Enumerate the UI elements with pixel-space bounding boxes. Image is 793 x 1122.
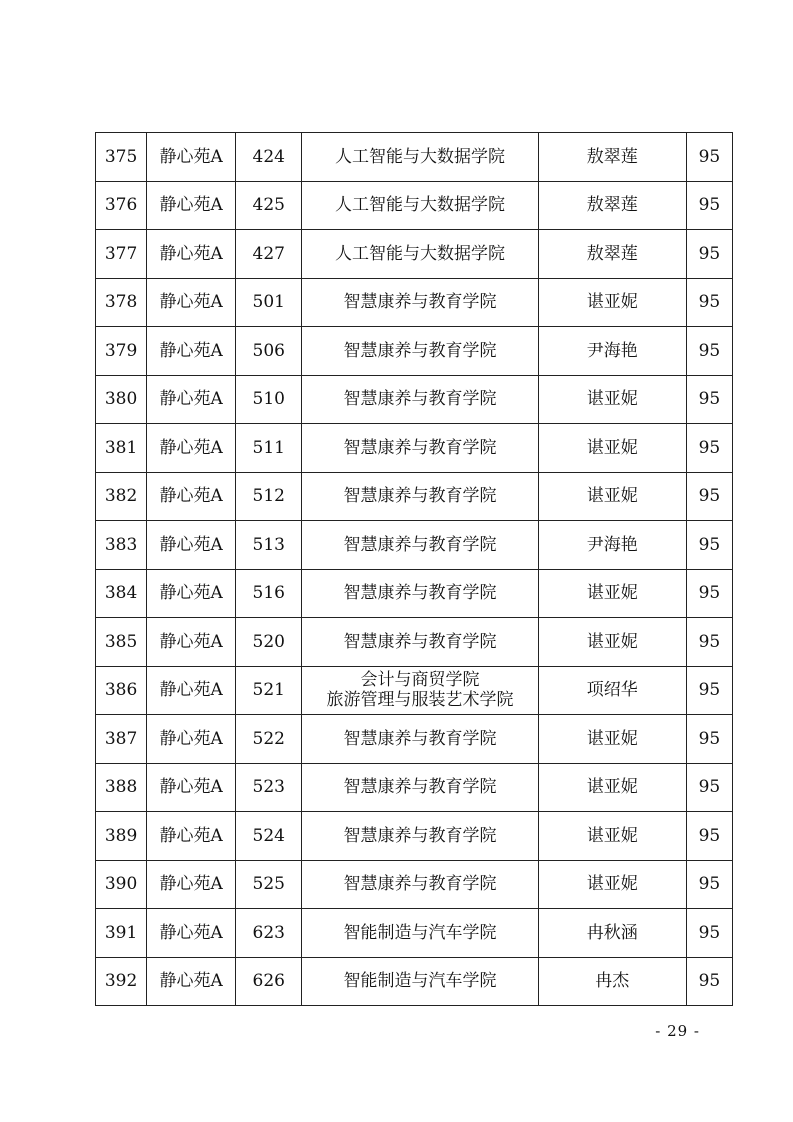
counselor-name-cell: 谌亚妮 bbox=[538, 569, 686, 618]
college-cell bbox=[302, 909, 538, 958]
college-name: 会计与商贸学院 bbox=[360, 670, 480, 691]
college-name: 智慧康养与教育学院 bbox=[343, 583, 497, 604]
room-number-cell: 626 bbox=[236, 957, 302, 1006]
row-number-cell: 390 bbox=[96, 860, 147, 909]
table-row bbox=[96, 521, 733, 570]
row-number-cell: 380 bbox=[96, 375, 147, 424]
score-cell: 95 bbox=[686, 181, 732, 230]
room-number-cell: 623 bbox=[236, 909, 302, 958]
table-row bbox=[96, 327, 733, 376]
score-cell: 95 bbox=[686, 763, 732, 812]
table-row bbox=[96, 666, 733, 715]
table-body bbox=[96, 133, 733, 1006]
counselor-name-cell: 谌亚妮 bbox=[538, 763, 686, 812]
room-number-cell: 506 bbox=[236, 327, 302, 376]
college-cell bbox=[302, 181, 538, 230]
row-number-cell: 391 bbox=[96, 909, 147, 958]
college-name: 智能制造与汽车学院 bbox=[343, 922, 497, 943]
building-cell: 静心苑A bbox=[147, 618, 236, 667]
row-number-cell: 377 bbox=[96, 230, 147, 279]
college-cell bbox=[302, 666, 538, 715]
building-cell: 静心苑A bbox=[147, 909, 236, 958]
counselor-name-cell: 冉杰 bbox=[538, 957, 686, 1006]
score-cell: 95 bbox=[686, 715, 732, 764]
building-cell: 静心苑A bbox=[147, 181, 236, 230]
counselor-name-cell: 尹海艳 bbox=[538, 521, 686, 570]
row-number-cell: 376 bbox=[96, 181, 147, 230]
counselor-name-cell: 敖翠莲 bbox=[538, 230, 686, 279]
table-row bbox=[96, 278, 733, 327]
room-number-cell: 516 bbox=[236, 569, 302, 618]
college-name: 智慧康养与教育学院 bbox=[343, 437, 497, 458]
room-number-cell: 501 bbox=[236, 278, 302, 327]
building-cell: 静心苑A bbox=[147, 763, 236, 812]
building-cell: 静心苑A bbox=[147, 569, 236, 618]
building-cell: 静心苑A bbox=[147, 957, 236, 1006]
college-cell bbox=[302, 763, 538, 812]
counselor-name-cell: 谌亚妮 bbox=[538, 618, 686, 667]
college-cell bbox=[302, 569, 538, 618]
room-number-cell: 524 bbox=[236, 812, 302, 861]
building-cell: 静心苑A bbox=[147, 715, 236, 764]
college-name: 智慧康养与教育学院 bbox=[343, 534, 497, 555]
table-row bbox=[96, 763, 733, 812]
building-cell: 静心苑A bbox=[147, 860, 236, 909]
score-cell: 95 bbox=[686, 375, 732, 424]
score-cell: 95 bbox=[686, 230, 732, 279]
score-cell: 95 bbox=[686, 957, 732, 1006]
table-row bbox=[96, 181, 733, 230]
row-number-cell: 375 bbox=[96, 133, 147, 182]
table-row bbox=[96, 230, 733, 279]
counselor-name-cell: 谌亚妮 bbox=[538, 715, 686, 764]
score-cell: 95 bbox=[686, 424, 732, 473]
college-name: 人工智能与大数据学院 bbox=[334, 243, 505, 264]
college-cell bbox=[302, 812, 538, 861]
score-cell: 95 bbox=[686, 133, 732, 182]
building-cell: 静心苑A bbox=[147, 133, 236, 182]
building-cell: 静心苑A bbox=[147, 424, 236, 473]
building-cell: 静心苑A bbox=[147, 327, 236, 376]
building-cell: 静心苑A bbox=[147, 375, 236, 424]
college-name: 智能制造与汽车学院 bbox=[343, 971, 497, 992]
room-number-cell: 521 bbox=[236, 666, 302, 715]
counselor-name-cell: 项绍华 bbox=[538, 666, 686, 715]
college-cell bbox=[302, 957, 538, 1006]
building-cell: 静心苑A bbox=[147, 472, 236, 521]
table-row bbox=[96, 860, 733, 909]
college-name: 智慧康养与教育学院 bbox=[343, 728, 497, 749]
building-cell: 静心苑A bbox=[147, 278, 236, 327]
row-number-cell: 378 bbox=[96, 278, 147, 327]
college-name: 人工智能与大数据学院 bbox=[334, 195, 505, 216]
building-cell: 静心苑A bbox=[147, 666, 236, 715]
college-cell bbox=[302, 618, 538, 667]
college-cell bbox=[302, 133, 538, 182]
score-cell: 95 bbox=[686, 521, 732, 570]
counselor-name-cell: 谌亚妮 bbox=[538, 472, 686, 521]
row-number-cell: 389 bbox=[96, 812, 147, 861]
building-cell: 静心苑A bbox=[147, 230, 236, 279]
college-cell bbox=[302, 230, 538, 279]
counselor-name-cell: 谌亚妮 bbox=[538, 860, 686, 909]
room-number-cell: 525 bbox=[236, 860, 302, 909]
college-cell bbox=[302, 327, 538, 376]
table-row bbox=[96, 424, 733, 473]
college-name: 智慧康养与教育学院 bbox=[343, 389, 497, 410]
room-number-cell: 522 bbox=[236, 715, 302, 764]
room-number-cell: 520 bbox=[236, 618, 302, 667]
college-name: 智慧康养与教育学院 bbox=[343, 777, 497, 798]
row-number-cell: 384 bbox=[96, 569, 147, 618]
college-cell bbox=[302, 521, 538, 570]
score-cell: 95 bbox=[686, 666, 732, 715]
page-number: - 29 - bbox=[655, 1022, 700, 1040]
row-number-cell: 383 bbox=[96, 521, 147, 570]
counselor-name-cell: 谌亚妮 bbox=[538, 375, 686, 424]
table-row bbox=[96, 715, 733, 764]
row-number-cell: 392 bbox=[96, 957, 147, 1006]
counselor-name-cell: 谌亚妮 bbox=[538, 278, 686, 327]
table-row bbox=[96, 569, 733, 618]
college-name: 人工智能与大数据学院 bbox=[334, 146, 505, 167]
table-row bbox=[96, 909, 733, 958]
room-number-cell: 523 bbox=[236, 763, 302, 812]
room-number-cell: 510 bbox=[236, 375, 302, 424]
row-number-cell: 387 bbox=[96, 715, 147, 764]
college-cell bbox=[302, 715, 538, 764]
college-name: 智慧康养与教育学院 bbox=[343, 292, 497, 313]
room-number-cell: 427 bbox=[236, 230, 302, 279]
row-number-cell: 386 bbox=[96, 666, 147, 715]
room-number-cell: 424 bbox=[236, 133, 302, 182]
college-name: 智慧康养与教育学院 bbox=[343, 874, 497, 895]
college-cell bbox=[302, 375, 538, 424]
score-cell: 95 bbox=[686, 278, 732, 327]
dormitory-score-table bbox=[95, 132, 733, 1006]
table-row bbox=[96, 618, 733, 667]
score-cell: 95 bbox=[686, 860, 732, 909]
college-cell bbox=[302, 424, 538, 473]
college-cell bbox=[302, 278, 538, 327]
room-number-cell: 511 bbox=[236, 424, 302, 473]
building-cell: 静心苑A bbox=[147, 812, 236, 861]
row-number-cell: 381 bbox=[96, 424, 147, 473]
table-row bbox=[96, 133, 733, 182]
counselor-name-cell: 尹海艳 bbox=[538, 327, 686, 376]
score-cell: 95 bbox=[686, 618, 732, 667]
score-cell: 95 bbox=[686, 472, 732, 521]
score-cell: 95 bbox=[686, 909, 732, 958]
row-number-cell: 385 bbox=[96, 618, 147, 667]
table-row bbox=[96, 957, 733, 1006]
counselor-name-cell: 敖翠莲 bbox=[538, 181, 686, 230]
counselor-name-cell: 谌亚妮 bbox=[538, 812, 686, 861]
room-number-cell: 513 bbox=[236, 521, 302, 570]
room-number-cell: 425 bbox=[236, 181, 302, 230]
counselor-name-cell: 谌亚妮 bbox=[538, 424, 686, 473]
room-number-cell: 512 bbox=[236, 472, 302, 521]
table-row bbox=[96, 812, 733, 861]
table-row bbox=[96, 472, 733, 521]
row-number-cell: 379 bbox=[96, 327, 147, 376]
college-name: 旅游管理与服装艺术学院 bbox=[326, 690, 514, 711]
college-name: 智慧康养与教育学院 bbox=[343, 340, 497, 361]
college-cell bbox=[302, 472, 538, 521]
counselor-name-cell: 敖翠莲 bbox=[538, 133, 686, 182]
counselor-name-cell: 冉秋涵 bbox=[538, 909, 686, 958]
score-cell: 95 bbox=[686, 327, 732, 376]
table-row bbox=[96, 375, 733, 424]
score-cell: 95 bbox=[686, 812, 732, 861]
college-cell bbox=[302, 860, 538, 909]
college-name: 智慧康养与教育学院 bbox=[343, 486, 497, 507]
college-name: 智慧康养与教育学院 bbox=[343, 825, 497, 846]
row-number-cell: 382 bbox=[96, 472, 147, 521]
college-name: 智慧康养与教育学院 bbox=[343, 631, 497, 652]
score-cell: 95 bbox=[686, 569, 732, 618]
building-cell: 静心苑A bbox=[147, 521, 236, 570]
row-number-cell: 388 bbox=[96, 763, 147, 812]
